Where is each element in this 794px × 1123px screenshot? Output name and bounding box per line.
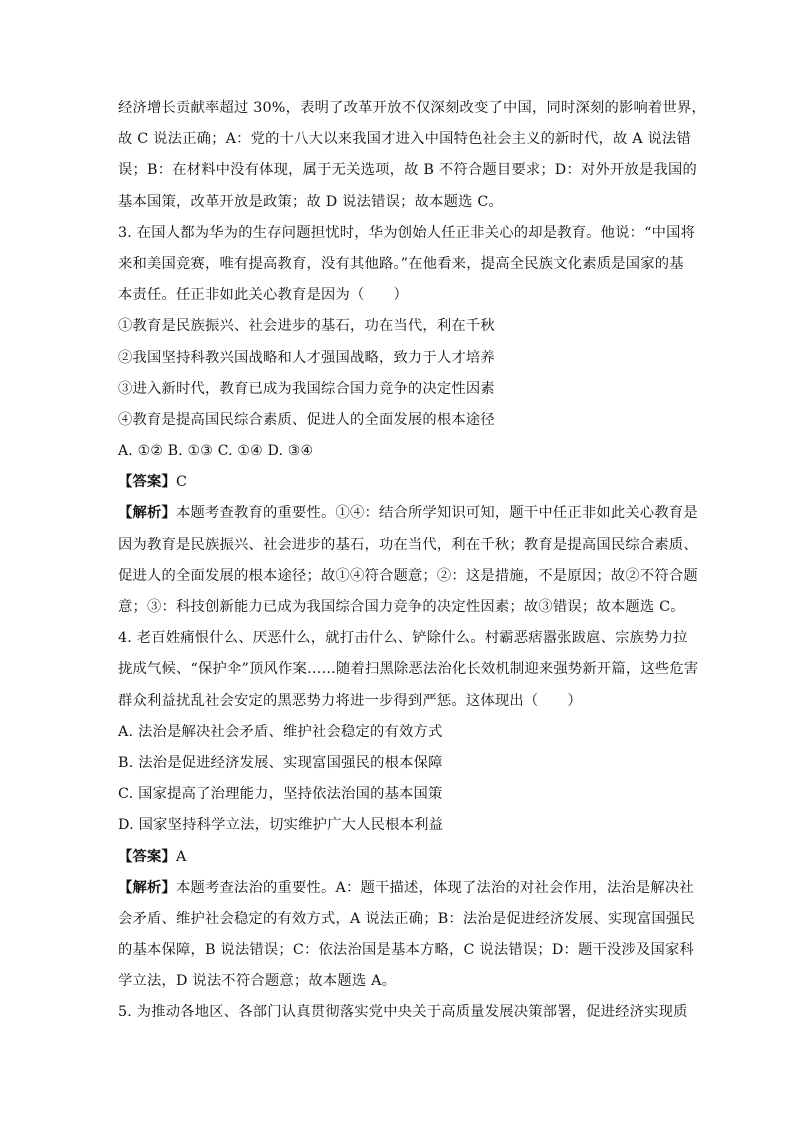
analysis-line: 因为教育是民族振兴、社会进步的基石，功在当代，利在千秋；教育是提高国民综合素质、	[118, 536, 698, 553]
analysis-line	[118, 873, 694, 904]
analysis-line: 学立法，D 说法不符合题意；故本题选 A。	[118, 973, 397, 990]
answer-option: C. 国家提高了治理能力，坚持依法治国的基本国策	[118, 786, 443, 803]
question-stem-line: 群众利益扰乱社会安定的黑恶势力将进一步得到严惩。这体现出（ ）	[118, 692, 582, 709]
analysis-line: 的基本保障，B 说法错误；C：依法治国是基本方略，C 说法错误；D：题干没涉及国家科	[118, 942, 695, 959]
statement-item: ①教育是民族振兴、社会进步的基石，功在当代，利在千秋	[118, 318, 495, 335]
statement-item: ③进入新时代，教育已成为我国综合国力竞争的决定性因素	[118, 380, 495, 397]
question-3	[118, 218, 698, 623]
analysis-line: 会矛盾、维护社会稳定的有效方式，A 说法正确；B：法治是促进经济发展、实现富国强民	[118, 910, 695, 927]
answer-options: A. ①② B. ①③ C. ①④ D. ③④	[118, 443, 314, 460]
question-stem-line: 4. 老百姓痛恨什么、厌恶什么，就打击什么、铲除什么。村霸恶痞嚣张跋扈、宗族势力拉	[118, 630, 688, 647]
answer-line	[118, 842, 678, 873]
question-4	[118, 623, 699, 997]
question-5	[118, 997, 688, 1028]
answer-option: A. 法治是解决社会矛盾、维护社会稳定的有效方式	[118, 723, 443, 740]
question-stem-line: 5. 为推动各地区、各部门认真贯彻落实党中央关于高质量发展决策部署，促进经济实现质	[118, 1004, 688, 1021]
question-stem-line: 拢成气候、“保护伞”顶风作案……随着扫黑除恶法治化长效机制迎来强势新开篇，这些危害	[118, 661, 699, 678]
text-line: 经济增长贡献率超过 30%，表明了改革开放不仅深刻改变了中国，同时深刻的影响着世界，	[118, 100, 706, 116]
analysis-line	[118, 498, 698, 529]
text-line: 故 C 说法正确；A：党的十八大以来我国才进入中国特色社会主义的新时代，故 A 说法错	[118, 131, 692, 148]
statement-item: ②我国坚持科教兴国战略和人才强国战略，致力于人才培养	[118, 349, 495, 366]
question-stem-line: 本责任。任正非如此关心教育是因为（ ）	[118, 287, 408, 304]
answer-option: B. 法治是促进经济发展、实现富国强民的根本保障	[118, 754, 443, 771]
analysis-text: 本题考查教育的重要性。①④：结合所学知识可知，题干中任正非如此关心教育是	[176, 505, 698, 522]
analysis-tag: 【解析】	[118, 505, 176, 522]
text-line: 基本国策，改革开放是政策；故 D 说法错误；故本题选 C。	[118, 193, 503, 210]
answer-line	[118, 467, 678, 498]
answer-value: C	[176, 474, 188, 491]
text-line: 误；B：在材料中没有体现，属于无关选项，故 B 不符合题目要求；D：对外开放是我国的	[118, 162, 697, 179]
answer-tag: 【答案】	[118, 848, 176, 865]
answer-tag: 【答案】	[118, 474, 176, 491]
analysis-tag: 【解析】	[118, 879, 176, 896]
answer-option: D. 国家坚持科学立法，切实维护广大人民根本利益	[118, 817, 444, 834]
analysis-line: 促进人的全面发展的根本途径；故①④符合题意；②：这是措施，不是原因；故②不符合题	[118, 567, 698, 584]
document-page	[118, 93, 706, 1029]
question-stem-line: 来和美国竞赛，唯有提高教育，没有其他路。”在他看来，提高全民族文化素质是国家的基	[118, 255, 684, 272]
analysis-line: 意；③：科技创新能力已成为我国综合国力竞争的决定性因素；故③错误；故本题选 C。	[118, 599, 685, 615]
analysis-text: 本题考查法治的重要性。A：题干描述，体现了法治的对社会作用，法治是解决社	[176, 879, 694, 896]
question-stem-line: 3. 在国人都为华为的生存问题担忧时，华为创始人任正非关心的却是教育。他说：“中国将	[118, 224, 696, 241]
statement-item: ④教育是提高国民综合素质、促进人的全面发展的根本途径	[118, 411, 495, 428]
previous-analysis-continuation	[118, 93, 706, 218]
answer-value: A	[176, 848, 187, 865]
